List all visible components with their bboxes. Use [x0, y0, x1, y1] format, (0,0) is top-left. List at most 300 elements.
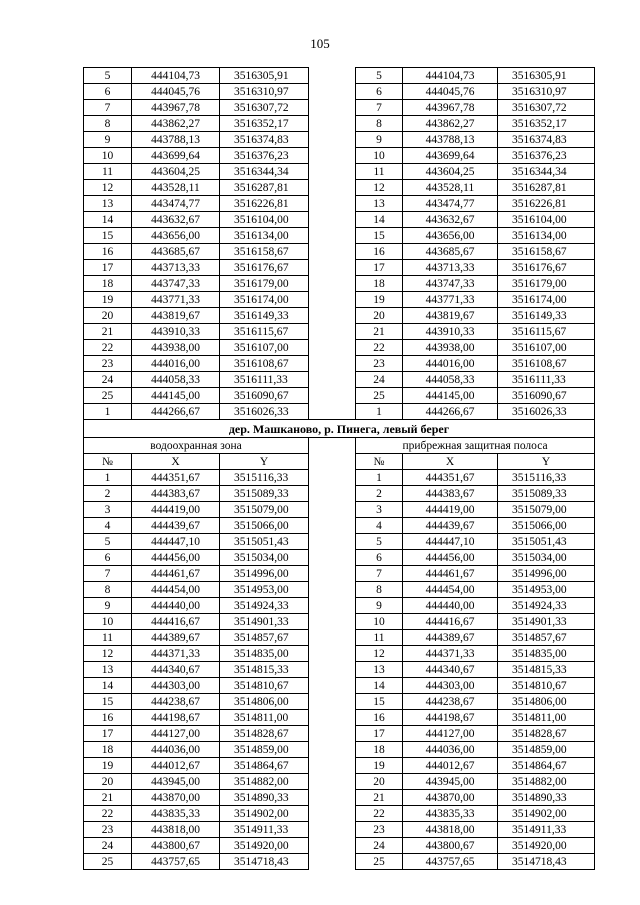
table-gap [309, 486, 356, 502]
x-coordinate: 443771,33 [132, 292, 220, 308]
table-row [84, 212, 595, 228]
point-number: 13 [356, 662, 403, 678]
table-gap [309, 806, 356, 822]
table-row [84, 534, 595, 550]
table-gap [309, 340, 356, 356]
point-number: 14 [84, 678, 132, 694]
point-number: 10 [356, 148, 403, 164]
column-header-number: № [356, 454, 403, 470]
coordinates-table [83, 67, 595, 870]
table-row [84, 244, 595, 260]
y-coordinate: 3515066,00 [498, 518, 595, 534]
table-row [84, 116, 595, 132]
point-number: 8 [84, 582, 132, 598]
table-gap [309, 372, 356, 388]
table-gap [309, 502, 356, 518]
x-coordinate: 443788,13 [403, 132, 498, 148]
y-coordinate: 3515034,00 [220, 550, 309, 566]
table-gap [309, 228, 356, 244]
table-row [84, 372, 595, 388]
table-gap [309, 324, 356, 340]
table-gap [309, 404, 356, 420]
table-row [84, 502, 595, 518]
y-coordinate: 3514901,33 [498, 614, 595, 630]
y-coordinate: 3516111,33 [498, 372, 595, 388]
x-coordinate: 443699,64 [403, 148, 498, 164]
y-coordinate: 3514815,33 [220, 662, 309, 678]
table-gap [309, 710, 356, 726]
table-row [84, 758, 595, 774]
table-gap [309, 292, 356, 308]
table-row [84, 710, 595, 726]
y-coordinate: 3516090,67 [220, 388, 309, 404]
point-number: 12 [356, 646, 403, 662]
x-coordinate: 443757,65 [403, 854, 498, 870]
table-row [84, 742, 595, 758]
coastal-protection-strip-title: прибрежная защитная полоса [356, 438, 595, 454]
point-number: 15 [84, 228, 132, 244]
y-coordinate: 3514828,67 [220, 726, 309, 742]
y-coordinate: 3514924,33 [220, 598, 309, 614]
table-row [84, 838, 595, 854]
x-coordinate: 443862,27 [403, 116, 498, 132]
point-number: 1 [84, 404, 132, 420]
point-number: 16 [356, 244, 403, 260]
x-coordinate: 443967,78 [132, 100, 220, 116]
table-row [84, 308, 595, 324]
x-coordinate: 444016,00 [403, 356, 498, 372]
x-coordinate: 444036,00 [403, 742, 498, 758]
x-coordinate: 444012,67 [403, 758, 498, 774]
x-coordinate: 443604,25 [132, 164, 220, 180]
point-number: 25 [356, 388, 403, 404]
point-number: 6 [84, 84, 132, 100]
x-coordinate: 444340,67 [132, 662, 220, 678]
y-coordinate: 3514806,00 [498, 694, 595, 710]
table-gap [309, 196, 356, 212]
y-coordinate: 3514882,00 [220, 774, 309, 790]
point-number: 23 [356, 356, 403, 372]
y-coordinate: 3515089,33 [220, 486, 309, 502]
y-coordinate: 3514890,33 [220, 790, 309, 806]
x-coordinate: 443819,67 [403, 308, 498, 324]
table-row [84, 806, 595, 822]
y-coordinate: 3516374,83 [220, 132, 309, 148]
table-row [84, 854, 595, 870]
point-number: 18 [84, 742, 132, 758]
table-gap [309, 84, 356, 100]
point-number: 8 [356, 116, 403, 132]
point-number: 19 [356, 758, 403, 774]
table-row [84, 388, 595, 404]
table-row [84, 694, 595, 710]
point-number: 6 [356, 84, 403, 100]
point-number: 6 [356, 550, 403, 566]
table-row [84, 260, 595, 276]
point-number: 25 [84, 854, 132, 870]
x-coordinate: 443819,67 [132, 308, 220, 324]
point-number: 3 [356, 502, 403, 518]
point-number: 25 [356, 854, 403, 870]
coordinates-block-2 [84, 470, 595, 870]
point-number: 5 [84, 534, 132, 550]
x-coordinate: 443685,67 [132, 244, 220, 260]
y-coordinate: 3516376,23 [498, 148, 595, 164]
x-coordinate: 444127,00 [403, 726, 498, 742]
point-number: 7 [356, 100, 403, 116]
x-coordinate: 443800,67 [403, 838, 498, 854]
x-coordinate: 444340,67 [403, 662, 498, 678]
y-coordinate: 3516374,83 [498, 132, 595, 148]
table-gap [309, 790, 356, 806]
point-number: 15 [356, 694, 403, 710]
table-row [84, 678, 595, 694]
x-coordinate: 443835,33 [132, 806, 220, 822]
y-coordinate: 3515079,00 [498, 502, 595, 518]
point-number: 17 [84, 260, 132, 276]
point-number: 25 [84, 388, 132, 404]
y-coordinate: 3516026,33 [220, 404, 309, 420]
section-header [84, 420, 595, 470]
y-coordinate: 3516310,97 [498, 84, 595, 100]
point-number: 22 [356, 806, 403, 822]
y-coordinate: 3515116,33 [498, 470, 595, 486]
table-row [84, 164, 595, 180]
table-gap [309, 774, 356, 790]
y-coordinate: 3516158,67 [220, 244, 309, 260]
x-coordinate: 444456,00 [132, 550, 220, 566]
x-coordinate: 444012,67 [132, 758, 220, 774]
x-coordinate: 443757,65 [132, 854, 220, 870]
x-coordinate: 444104,73 [132, 68, 220, 84]
table-row [84, 68, 595, 84]
y-coordinate: 3516026,33 [498, 404, 595, 420]
table-gap [309, 356, 356, 372]
point-number: 18 [356, 742, 403, 758]
table-row [84, 582, 595, 598]
point-number: 19 [356, 292, 403, 308]
x-coordinate: 444238,67 [403, 694, 498, 710]
point-number: 3 [84, 502, 132, 518]
y-coordinate: 3514806,00 [220, 694, 309, 710]
point-number: 11 [356, 630, 403, 646]
point-number: 5 [84, 68, 132, 84]
y-coordinate: 3514810,67 [220, 678, 309, 694]
point-number: 12 [356, 180, 403, 196]
table-row [84, 550, 595, 566]
x-coordinate: 444447,10 [132, 534, 220, 550]
x-coordinate: 443604,25 [403, 164, 498, 180]
y-coordinate: 3515116,33 [220, 470, 309, 486]
table-gap [309, 678, 356, 694]
table-row [84, 180, 595, 196]
y-coordinate: 3514901,33 [220, 614, 309, 630]
y-coordinate: 3514811,00 [498, 710, 595, 726]
y-coordinate: 3516344,34 [220, 164, 309, 180]
column-header-y: Y [498, 454, 595, 470]
x-coordinate: 443528,11 [403, 180, 498, 196]
x-coordinate: 443713,33 [403, 260, 498, 276]
point-number: 14 [84, 212, 132, 228]
table-gap [309, 180, 356, 196]
table-row [84, 100, 595, 116]
point-number: 11 [84, 630, 132, 646]
x-coordinate: 443632,67 [132, 212, 220, 228]
point-number: 6 [84, 550, 132, 566]
y-coordinate: 3516108,67 [498, 356, 595, 372]
point-number: 9 [356, 598, 403, 614]
x-coordinate: 443713,33 [132, 260, 220, 276]
y-coordinate: 3514902,00 [498, 806, 595, 822]
y-coordinate: 3516107,00 [220, 340, 309, 356]
point-number: 18 [84, 276, 132, 292]
x-coordinate: 443818,00 [132, 822, 220, 838]
x-coordinate: 443685,67 [403, 244, 498, 260]
table-gap [309, 260, 356, 276]
table-gap [309, 534, 356, 550]
y-coordinate: 3514810,67 [498, 678, 595, 694]
table-row [84, 276, 595, 292]
point-number: 15 [356, 228, 403, 244]
y-coordinate: 3516134,00 [498, 228, 595, 244]
y-coordinate: 3514864,67 [498, 758, 595, 774]
column-header-number: № [84, 454, 132, 470]
point-number: 5 [356, 68, 403, 84]
y-coordinate: 3515089,33 [498, 486, 595, 502]
table-gap [309, 438, 356, 454]
x-coordinate: 443938,00 [132, 340, 220, 356]
point-number: 23 [356, 822, 403, 838]
point-number: 14 [356, 678, 403, 694]
point-number: 11 [356, 164, 403, 180]
y-coordinate: 3514882,00 [498, 774, 595, 790]
point-number: 9 [84, 132, 132, 148]
table-gap [309, 726, 356, 742]
point-number: 14 [356, 212, 403, 228]
y-coordinate: 3516376,23 [220, 148, 309, 164]
y-coordinate: 3516111,33 [220, 372, 309, 388]
table-gap [309, 244, 356, 260]
x-coordinate: 444440,00 [132, 598, 220, 614]
table-row [84, 228, 595, 244]
y-coordinate: 3516104,00 [498, 212, 595, 228]
point-number: 24 [356, 372, 403, 388]
point-number: 18 [356, 276, 403, 292]
point-number: 8 [356, 582, 403, 598]
column-header-x: X [132, 454, 220, 470]
x-coordinate: 444454,00 [132, 582, 220, 598]
y-coordinate: 3516090,67 [498, 388, 595, 404]
y-coordinate: 3514718,43 [498, 854, 595, 870]
table-gap [309, 838, 356, 854]
point-number: 9 [84, 598, 132, 614]
x-coordinate: 444351,67 [403, 470, 498, 486]
y-coordinate: 3516174,00 [498, 292, 595, 308]
y-coordinate: 3516176,67 [498, 260, 595, 276]
y-coordinate: 3516352,17 [498, 116, 595, 132]
y-coordinate: 3516115,67 [220, 324, 309, 340]
point-number: 7 [84, 100, 132, 116]
y-coordinate: 3515051,43 [498, 534, 595, 550]
table-row [84, 614, 595, 630]
x-coordinate: 443910,33 [403, 324, 498, 340]
point-number: 7 [84, 566, 132, 582]
table-gap [309, 164, 356, 180]
y-coordinate: 3515079,00 [220, 502, 309, 518]
x-coordinate: 444461,67 [403, 566, 498, 582]
x-coordinate: 443771,33 [403, 292, 498, 308]
point-number: 10 [84, 148, 132, 164]
x-coordinate: 444416,67 [403, 614, 498, 630]
y-coordinate: 3516179,00 [498, 276, 595, 292]
y-coordinate: 3514718,43 [220, 854, 309, 870]
table-gap [309, 694, 356, 710]
y-coordinate: 3516287,81 [220, 180, 309, 196]
x-coordinate: 443910,33 [132, 324, 220, 340]
y-coordinate: 3516115,67 [498, 324, 595, 340]
point-number: 12 [84, 180, 132, 196]
table-gap [309, 598, 356, 614]
point-number: 11 [84, 164, 132, 180]
table-gap [309, 614, 356, 630]
point-number: 21 [84, 324, 132, 340]
table-gap [309, 550, 356, 566]
table-gap [309, 646, 356, 662]
table-row [84, 790, 595, 806]
point-number: 2 [84, 486, 132, 502]
table-row [84, 148, 595, 164]
y-coordinate: 3514815,33 [498, 662, 595, 678]
y-coordinate: 3516149,33 [220, 308, 309, 324]
point-number: 20 [84, 308, 132, 324]
table-gap [309, 212, 356, 228]
table-gap [309, 100, 356, 116]
table-row [84, 404, 595, 420]
x-coordinate: 444145,00 [132, 388, 220, 404]
y-coordinate: 3516176,67 [220, 260, 309, 276]
table-row [84, 662, 595, 678]
x-coordinate: 443870,00 [132, 790, 220, 806]
point-number: 13 [356, 196, 403, 212]
point-number: 16 [356, 710, 403, 726]
table-gap [309, 582, 356, 598]
point-number: 24 [84, 838, 132, 854]
column-header-x: X [403, 454, 498, 470]
y-coordinate: 3514996,00 [498, 566, 595, 582]
x-coordinate: 444127,00 [132, 726, 220, 742]
section-title: дер. Машканово, р. Пинега, левый берег [84, 420, 595, 438]
point-number: 21 [356, 790, 403, 806]
table-gap [309, 148, 356, 164]
y-coordinate: 3516149,33 [498, 308, 595, 324]
point-number: 1 [356, 404, 403, 420]
point-number: 16 [84, 710, 132, 726]
coordinates-block-1 [84, 68, 595, 420]
y-coordinate: 3514953,00 [498, 582, 595, 598]
x-coordinate: 444440,00 [403, 598, 498, 614]
x-coordinate: 444198,67 [132, 710, 220, 726]
x-coordinate: 444104,73 [403, 68, 498, 84]
point-number: 22 [356, 340, 403, 356]
x-coordinate: 444456,00 [403, 550, 498, 566]
x-coordinate: 444198,67 [403, 710, 498, 726]
y-coordinate: 3516226,81 [220, 196, 309, 212]
point-number: 22 [84, 340, 132, 356]
table-gap [309, 470, 356, 486]
y-coordinate: 3514890,33 [498, 790, 595, 806]
point-number: 19 [84, 758, 132, 774]
point-number: 24 [356, 838, 403, 854]
x-coordinate: 444016,00 [132, 356, 220, 372]
x-coordinate: 443474,77 [403, 196, 498, 212]
y-coordinate: 3516174,00 [220, 292, 309, 308]
x-coordinate: 443870,00 [403, 790, 498, 806]
x-coordinate: 443632,67 [403, 212, 498, 228]
x-coordinate: 443862,27 [132, 116, 220, 132]
y-coordinate: 3516307,72 [220, 100, 309, 116]
point-number: 20 [356, 774, 403, 790]
y-coordinate: 3516134,00 [220, 228, 309, 244]
table-gap [309, 68, 356, 84]
table-row [84, 646, 595, 662]
y-coordinate: 3515051,43 [220, 534, 309, 550]
point-number: 23 [84, 356, 132, 372]
x-coordinate: 444045,76 [403, 84, 498, 100]
table-gap [309, 566, 356, 582]
point-number: 7 [356, 566, 403, 582]
table-gap [309, 854, 356, 870]
x-coordinate: 444419,00 [132, 502, 220, 518]
page-number: 105 [310, 36, 330, 51]
y-coordinate: 3514857,67 [498, 630, 595, 646]
x-coordinate: 443788,13 [132, 132, 220, 148]
point-number: 17 [84, 726, 132, 742]
table-gap [309, 822, 356, 838]
point-number: 12 [84, 646, 132, 662]
point-number: 15 [84, 694, 132, 710]
x-coordinate: 443945,00 [403, 774, 498, 790]
table-row [84, 598, 595, 614]
x-coordinate: 444371,33 [403, 646, 498, 662]
x-coordinate: 444058,33 [132, 372, 220, 388]
table-gap [309, 132, 356, 148]
point-number: 1 [84, 470, 132, 486]
point-number: 21 [84, 790, 132, 806]
table-row [84, 340, 595, 356]
x-coordinate: 444266,67 [132, 404, 220, 420]
x-coordinate: 443747,33 [132, 276, 220, 292]
x-coordinate: 444383,67 [403, 486, 498, 502]
x-coordinate: 443945,00 [132, 774, 220, 790]
table-row [84, 566, 595, 582]
y-coordinate: 3514828,67 [498, 726, 595, 742]
y-coordinate: 3516305,91 [220, 68, 309, 84]
table-row [84, 630, 595, 646]
x-coordinate: 443938,00 [403, 340, 498, 356]
y-coordinate: 3516307,72 [498, 100, 595, 116]
x-coordinate: 444461,67 [132, 566, 220, 582]
x-coordinate: 444447,10 [403, 534, 498, 550]
x-coordinate: 444145,00 [403, 388, 498, 404]
x-coordinate: 443656,00 [132, 228, 220, 244]
y-coordinate: 3515066,00 [220, 518, 309, 534]
x-coordinate: 444454,00 [403, 582, 498, 598]
table-gap [309, 630, 356, 646]
point-number: 4 [84, 518, 132, 534]
point-number: 23 [84, 822, 132, 838]
x-coordinate: 443747,33 [403, 276, 498, 292]
y-coordinate: 3516107,00 [498, 340, 595, 356]
